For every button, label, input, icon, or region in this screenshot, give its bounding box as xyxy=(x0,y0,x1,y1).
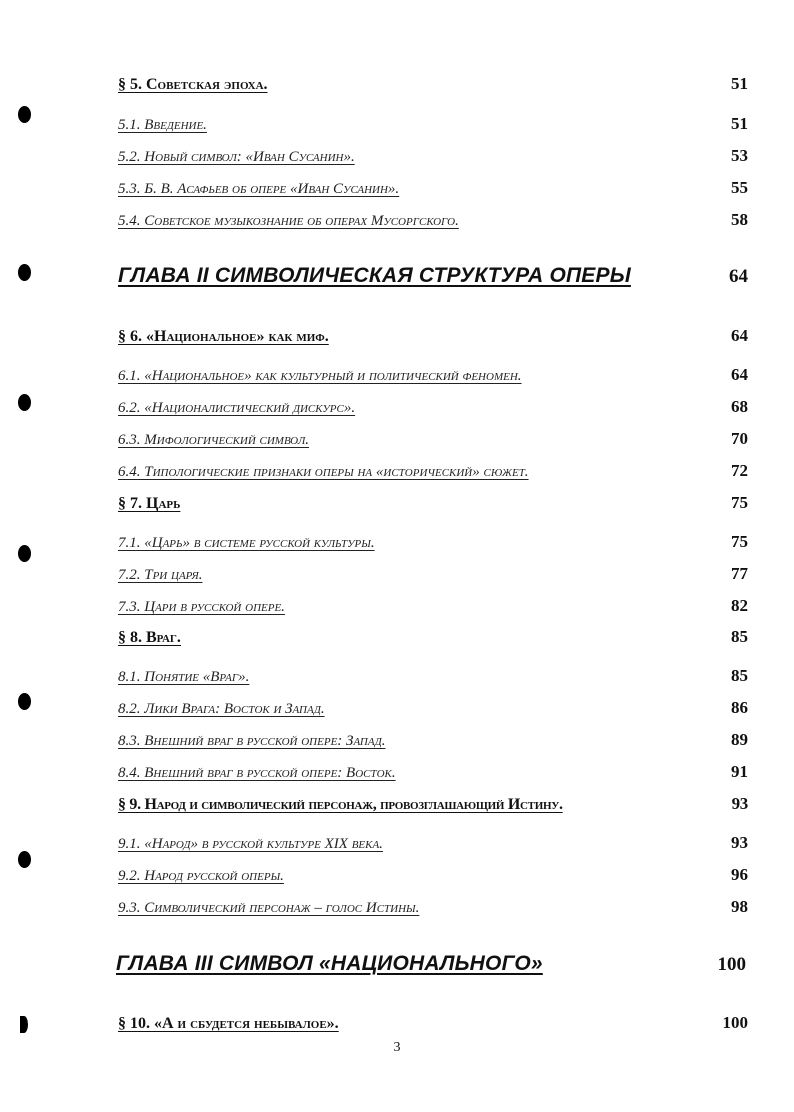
toc-chapter-heading[interactable] xyxy=(116,952,746,976)
toc-entry[interactable] xyxy=(118,532,748,552)
toc-entry-title: 5.2. Новый символ: «Иван Сусанин». xyxy=(118,149,355,165)
toc-entry[interactable] xyxy=(118,865,748,885)
binder-hole-7 xyxy=(20,1016,28,1033)
toc-entry-page: 91 xyxy=(731,762,748,781)
toc-entry-title: 9.1. «Народ» в русской культуре XIX века. xyxy=(118,836,383,852)
toc-entry[interactable] xyxy=(118,146,748,166)
toc-entry[interactable] xyxy=(118,461,748,481)
toc-entry-title: 6.4. Типологические признаки оперы на «исторический» сюжет. xyxy=(118,464,529,480)
toc-entry-title: 6.2. «Националистический дискурс». xyxy=(118,400,356,416)
toc-entry-title: 8.4. Внешний враг в русской опере: Восток. xyxy=(118,765,396,781)
toc-entry-page: 85 xyxy=(731,666,748,685)
toc-entry-title: 5.1. Введение. xyxy=(118,117,207,133)
toc-entry[interactable] xyxy=(118,114,748,134)
toc-entry-page: 70 xyxy=(731,429,748,448)
page-number: 3 xyxy=(393,1040,401,1055)
toc-entry-title: ГЛАВА III СИМВОЛ «НАЦИОНАЛЬНОГО» xyxy=(116,952,543,975)
toc-entry-title: 8.1. Понятие «Враг». xyxy=(118,669,250,685)
toc-entry-page: 96 xyxy=(731,865,748,884)
toc-entry[interactable] xyxy=(118,564,748,584)
toc-entry[interactable] xyxy=(118,74,748,94)
toc-entry-title: § 5. Советская эпоха. xyxy=(118,76,268,93)
toc-entry-title: § 10. «А и сбудется небывалое». xyxy=(118,1015,339,1032)
toc-entry-title: § 8. Враг. xyxy=(118,629,181,646)
toc-entry[interactable] xyxy=(118,762,748,782)
toc-entry-title: 9.2. Народ русской оперы. xyxy=(118,868,284,884)
toc-entry-title: § 6. «Национальное» как миф. xyxy=(118,328,329,345)
toc-entry-page: 100 xyxy=(722,1013,748,1032)
toc-entry[interactable] xyxy=(118,326,748,346)
toc-entry-page: 93 xyxy=(731,833,748,852)
toc-entry[interactable] xyxy=(118,730,748,750)
binder-hole-6 xyxy=(18,851,31,868)
toc-entry-title: 6.1. «Национальное» как культурный и политический феномен. xyxy=(118,368,522,384)
toc-entry-title: ГЛАВА II СИМВОЛИЧЕСКАЯ СТРУКТУРА ОПЕРЫ xyxy=(118,264,631,287)
toc-entry-page: 51 xyxy=(731,74,748,93)
toc-entry-page: 53 xyxy=(731,146,748,165)
toc-entry-page: 55 xyxy=(731,178,748,197)
toc-entry[interactable] xyxy=(118,666,748,686)
toc-entry-page: 72 xyxy=(731,461,748,480)
toc-entry-title: 7.1. «Царь» в системе русской культуры. xyxy=(118,535,375,551)
binder-hole-5 xyxy=(18,693,31,710)
binder-hole-1 xyxy=(18,106,31,123)
toc-entry[interactable] xyxy=(118,698,748,718)
toc-entry-page: 68 xyxy=(731,397,748,416)
toc-entry-page: 75 xyxy=(731,493,748,512)
toc-entry-title: 6.3. Мифологический символ. xyxy=(118,432,310,448)
toc-entry-page: 89 xyxy=(731,730,748,749)
toc-entry[interactable] xyxy=(118,596,748,616)
toc-entry[interactable] xyxy=(118,833,748,853)
binder-hole-3 xyxy=(18,394,31,411)
toc-entry-title: 9.3. Символический персонаж – голос Истины. xyxy=(118,900,420,916)
toc-entry[interactable] xyxy=(118,178,748,198)
toc-entry-page: 93 xyxy=(731,794,748,813)
toc-entry-page: 86 xyxy=(731,698,748,717)
binder-hole-4 xyxy=(18,545,31,562)
toc-entry-page: 85 xyxy=(731,627,748,646)
toc-chapter-heading[interactable] xyxy=(118,264,748,288)
toc-entry-page: 77 xyxy=(731,564,748,583)
toc-entry-title: 5.4. Советское музыкознание об операх Мусоргского. xyxy=(118,213,459,229)
toc-entry[interactable] xyxy=(118,210,748,230)
toc-entry-page: 58 xyxy=(731,210,748,229)
toc-entry-title: 7.2. Три царя. xyxy=(118,567,203,583)
toc-entry[interactable] xyxy=(118,897,748,917)
toc-entry-page: 64 xyxy=(731,365,748,384)
toc-entry[interactable] xyxy=(118,627,748,647)
toc-entry-page: 64 xyxy=(731,326,748,345)
toc-entry-title: 8.2. Лики Врага: Восток и Запад. xyxy=(118,701,325,717)
toc-entry-page: 51 xyxy=(731,114,748,133)
toc-entry[interactable] xyxy=(118,397,748,417)
toc-entry-page: 64 xyxy=(729,266,748,287)
toc-entry[interactable] xyxy=(118,429,748,449)
toc-entry-page: 100 xyxy=(717,954,746,975)
binder-hole-2 xyxy=(18,264,31,281)
toc-entry-page: 75 xyxy=(731,532,748,551)
toc-entry-page: 82 xyxy=(731,596,748,615)
toc-entry-title: 5.3. Б. В. Асафьев об опере «Иван Сусанин». xyxy=(118,181,400,197)
toc-entry[interactable] xyxy=(118,794,748,814)
toc-entry[interactable] xyxy=(118,493,748,513)
toc-entry-title: § 9. Народ и символический персонаж, провозглашающий Истину. xyxy=(118,796,563,813)
toc-entry-title: 7.3. Цари в русской опере. xyxy=(118,599,285,615)
toc-entry[interactable] xyxy=(118,1013,748,1033)
toc-entry[interactable] xyxy=(118,365,748,385)
toc-entry-page: 98 xyxy=(731,897,748,916)
toc-entry-title: 8.3. Внешний враг в русской опере: Запад. xyxy=(118,733,386,749)
toc-entry-title: § 7. Царь xyxy=(118,495,181,512)
